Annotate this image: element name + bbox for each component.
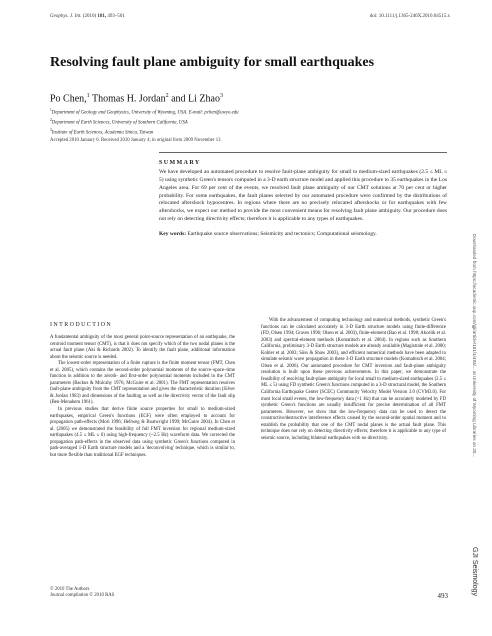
copyright: © 2010 The Authors — [50, 587, 90, 592]
author-affil-mark: 1 — [86, 93, 90, 99]
paragraph: A fundamental ambiguity of the most general point-source representation of an earthquake, the centroid moment tensor (CMT), is that it does not specify which of the two nodal planes is the actual fault plane (Aki & Richards 2002). To identify the fault plane, additional information about the seismic source is needed. — [50, 335, 235, 360]
affiliation-text: Department of Earth Sciences, University of Southern California, USA — [51, 120, 188, 126]
affiliation-mark: 2 — [50, 117, 52, 122]
paragraph: With the advancement of computing technology and numerical methods, synthetic Green's functions can be calculated accurately in 3-D Earth structure models using finite-difference (FD, Olsen 1994; Graves 1996; Olsen et al. 2003), finite-element (Bao et al. 1998; Akcelik et al. 2003) and spectral-element methods (Komatitsch et al. 2004). In regions such as Southern California, preliminary 3-D Earth structure models are already available (Magistrale et al. 2000; Kohler et al. 2003; Süss & Shaw 2003), and efficient numerical methods have been adapted to simulate seismic wave propagation in these 3-D Earth structure models (Komatitsch et al. 2004; Olsen et al. 2006). Our automated procedure for CMT inversion and fault-plane ambiguity resolution is built upon these previous achievements. In this paper, we demonstrate the feasibility of resolving fault-plane ambiguity for local small to medium-sized earthquakes (2.5 ≤ ML ≤ 5) using FD synthetic Green's functions computed in a 3-D structural model, the Southern California Earthquake Center (SCEC) Community Velocity Model Version 3.0 (CVM3.0). For most local small events, the low-frequency data (<1 Hz) that can be accurately modeled by FD synthetic Green's functions are usually insufficient for precise determination of all FMT parameters. However, we show that the low-frequency data can be used to detect the constructive/destructive interference effects caused by the second-order spatial moment and to establish the probability that one of the CMT nodal planes is the actual fault plane. This technique does not rely on detecting directivity effects; therefore it is applicable to any type of seismic source, including bilateral earthquakes with no directivity. — [261, 318, 446, 441]
affiliation-text: Institute of Earth Sciences, Academia Sinica, Taiwan — [51, 130, 154, 136]
author-affil-mark: 2 — [165, 93, 169, 99]
author-list — [50, 90, 450, 105]
summary-rule — [159, 152, 447, 153]
journal-volume: 181, — [97, 14, 107, 19]
logo-text: GJI Seismology — [471, 546, 479, 596]
summary-text: We have developed an automated procedure to resolve fault-plane ambiguity for small to medium-sized earthquakes (2.5 ≤ ML ≤ 5) using synthetic Green's tensors computed in a 3-D earth structure model and applied this procedure to 35 earthquakes in the Los Angeles area. For 69 per cent of the events, we resolved fault plane ambiguity of our CMT solutions at 70 per cent or higher probability. For some earthquakes, the fault planes selected by our automated procedure were confirmed by the distributions of relocated aftershock hypocentres. In regions where there are no precisely relocated aftershocks or for earthquakes with few aftershocks, we expect our method to provide the most convenient means for resolving fault plane ambiguity. Our procedure does not rely on detecting directivity effects; therefore it is applicable to any types of earthquakes. — [159, 169, 447, 223]
left-column — [50, 335, 235, 459]
download-watermark-text: Downloaded from https://academic.oup.com/gji/article/181/1/493/... at University of Wyoming Libraries on 20... — [472, 233, 478, 457]
journal-compilation: Journal compilation © 2010 RAS — [50, 593, 115, 599]
journal-name: Geophys. J. Int. — [50, 14, 82, 19]
gji-seismology-logo — [468, 546, 482, 596]
affiliation-text: Department of Geology and Geophysics, University of Wyoming, USA. E-mail: pchen@uwyo.edu — [51, 110, 239, 116]
affiliations — [50, 107, 450, 136]
keywords-label: Key words: — [159, 230, 187, 237]
paragraph: In previous studies that derive finite source properties for small to medium-sized earthquakes, empirical Green's functions (EGF) were often employed to account for propagation path-effects (Mori 1996; Hellweg & Boatwright 1999; McGuire 2004). In Chen et al. (2005) we demonstrated the feasibility of full FMT inversion for regional medium-sized earthquakes (4.5 ≤ ML ≤ 6) using high-frequency (~2.5 Hz) waveform data. We corrected the propagation path-effects in the observed data using synthetic Green's functions computed in path-averaged 1-D Earth structure models and a 'deconvolving' technique, which is similar to, but more flexible than traditional EGF techniques. — [50, 407, 235, 458]
page-number: 493 — [437, 592, 448, 600]
summary-block — [159, 152, 447, 239]
author-affil-mark: 3 — [219, 93, 223, 99]
affiliation — [50, 127, 450, 137]
author-name: Thomas H. Jordan — [89, 93, 166, 105]
right-column — [261, 318, 446, 442]
running-head — [50, 14, 450, 20]
summary-heading: SUMMARY — [159, 160, 201, 166]
doi: doi: 10.1111/j.1365-246X.2010.04515.x — [369, 14, 450, 19]
author-name: Po Chen, — [50, 93, 87, 105]
journal-pages: 493–501 — [107, 14, 125, 19]
keywords-text: Earthquake source observations; Seismicity and tectonics; Computational seismology. — [186, 230, 377, 237]
affiliation — [50, 117, 450, 127]
affiliation-mark: 3 — [50, 127, 52, 132]
submission-dates: Accepted 2010 January 6. Received 2010 January 4; in original form 2009 November 13 — [50, 138, 221, 143]
affiliation — [50, 107, 450, 117]
journal-year: (2010) — [82, 14, 97, 19]
affiliation-mark: 1 — [50, 108, 52, 112]
journal-citation — [50, 14, 125, 20]
paper-title: Resolving fault plane ambiguity for small earthquakes — [50, 55, 375, 70]
author-name: and Li Zhao — [168, 93, 220, 105]
download-watermark — [470, 160, 480, 530]
page-footer — [50, 587, 114, 599]
section-heading-introduction: INTRODUCTION — [50, 322, 113, 328]
keywords — [159, 231, 447, 239]
paragraph: The lowest-order representation of a finite rupture is the finite moment tensor (FMT, Chen et al. 2005), which contains the second-order polynomial moments of the source–space–time function in addition to the zeroth- and first-order polynomial moments included in the CMT parameters (Backus & Mulcahy 1976; McGuire et al. 2001). The FMT representation resolves fault-plane ambiguity from the CMT representation and gives the characteristic duration (Silver & Jordan 1983) and dimensions of the faulting as well as the directivity vector of the fault slip (Ben-Menahem 1961). — [50, 361, 235, 406]
